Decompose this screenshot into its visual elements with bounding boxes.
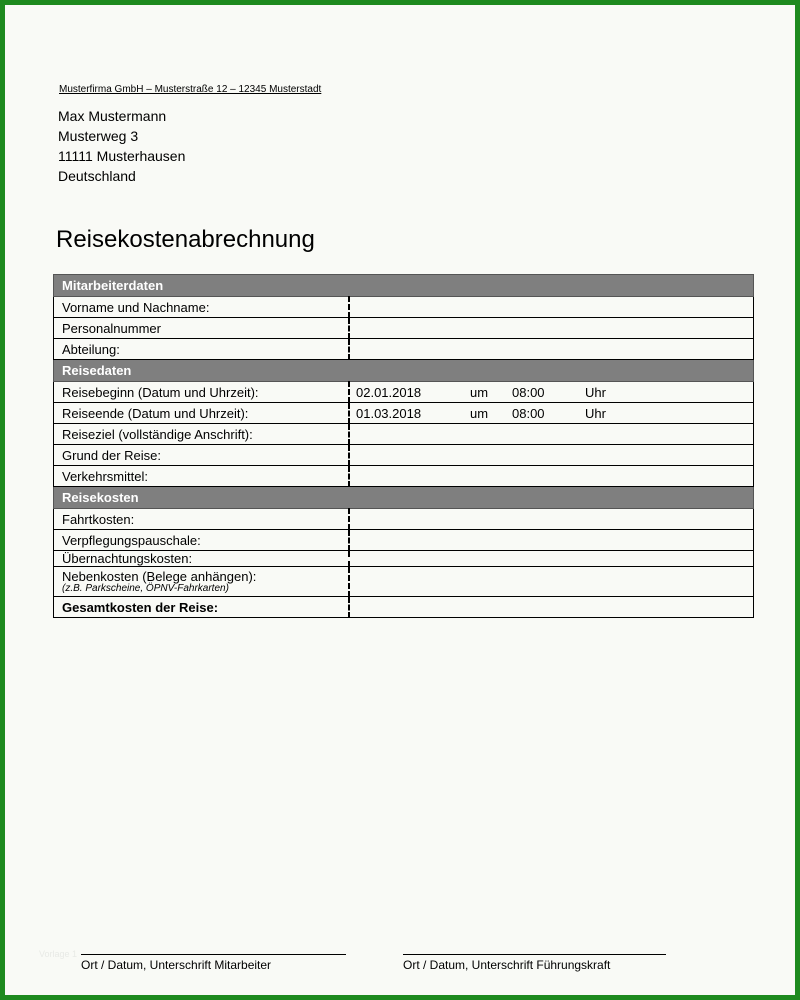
table-row xyxy=(54,466,754,487)
start-um: um xyxy=(470,384,489,400)
destination-field[interactable] xyxy=(349,424,754,445)
start-date: 02.01.2018 xyxy=(356,384,422,400)
field-label: Reisebeginn (Datum und Uhrzeit): xyxy=(54,382,350,403)
lodging-cost-field[interactable] xyxy=(349,551,754,567)
signature-manager: Ort / Datum, Unterschrift Führungskraft xyxy=(403,954,666,972)
trip-start-field[interactable] xyxy=(349,382,754,403)
table-row xyxy=(54,318,754,339)
address-line: 11111 Musterhausen xyxy=(58,148,186,164)
end-time: 08:00 xyxy=(512,405,545,421)
table-row xyxy=(54,530,754,551)
reason-field[interactable] xyxy=(349,445,754,466)
end-date: 01.03.2018 xyxy=(356,405,422,421)
watermark: Vorlage 1 xyxy=(39,949,78,959)
field-label: Gesamtkosten der Reise: xyxy=(54,597,350,618)
document-title: Reisekostenabrechnung xyxy=(56,226,315,253)
field-label xyxy=(54,567,350,597)
field-label: Verkehrsmittel: xyxy=(54,466,350,487)
table-row xyxy=(54,551,754,567)
address-line: Musterweg 3 xyxy=(58,128,139,144)
section-header-mitarbeiter: Mitarbeiterdaten xyxy=(54,275,754,297)
field-label: Verpflegungspauschale: xyxy=(54,530,350,551)
table-row xyxy=(54,403,754,424)
field-label: Übernachtungskosten: xyxy=(54,551,350,567)
field-label: Personalnummer xyxy=(54,318,350,339)
personnel-number-field[interactable] xyxy=(349,318,754,339)
section-header-kosten: Reisekosten xyxy=(54,487,754,509)
table-row xyxy=(54,382,754,403)
expense-form-table xyxy=(53,274,754,618)
travel-cost-field[interactable] xyxy=(349,509,754,530)
start-time: 08:00 xyxy=(512,384,545,400)
total-cost-field[interactable] xyxy=(349,597,754,618)
department-field[interactable] xyxy=(349,339,754,360)
table-row xyxy=(54,597,754,618)
document-page xyxy=(5,5,795,995)
section-header-reise: Reisedaten xyxy=(54,360,754,382)
end-um: um xyxy=(470,405,489,421)
sender-line: Musterfirma GmbH – Musterstraße 12 – 12345 Musterstadt xyxy=(59,84,322,95)
table-row xyxy=(54,424,754,445)
table-row xyxy=(54,297,754,318)
field-label: Vorname und Nachname: xyxy=(54,297,350,318)
transport-field[interactable] xyxy=(349,466,754,487)
field-label: Abteilung: xyxy=(54,339,350,360)
field-label: Reiseziel (vollständige Anschrift): xyxy=(54,424,350,445)
neben-hint: (z.B. Parkscheine, ÖPNV-Fahrkarten) xyxy=(62,582,229,594)
name-field[interactable] xyxy=(349,297,754,318)
address-line: Deutschland xyxy=(58,168,136,184)
table-row xyxy=(54,567,754,597)
signature-employee: Ort / Datum, Unterschrift Mitarbeiter xyxy=(81,954,346,972)
recipient-address xyxy=(58,106,185,186)
meal-allowance-field[interactable] xyxy=(349,530,754,551)
field-label: Reiseende (Datum und Uhrzeit): xyxy=(54,403,350,424)
end-uhr: Uhr xyxy=(585,405,606,421)
table-row xyxy=(54,445,754,466)
table-row xyxy=(54,339,754,360)
field-label: Grund der Reise: xyxy=(54,445,350,466)
table-row xyxy=(54,509,754,530)
trip-end-field[interactable] xyxy=(349,403,754,424)
neben-label: Nebenkosten (Belege anhängen): xyxy=(62,568,257,584)
start-uhr: Uhr xyxy=(585,384,606,400)
address-line: Max Mustermann xyxy=(58,108,167,124)
extra-cost-field[interactable] xyxy=(349,567,754,597)
field-label: Fahrtkosten: xyxy=(54,509,350,530)
